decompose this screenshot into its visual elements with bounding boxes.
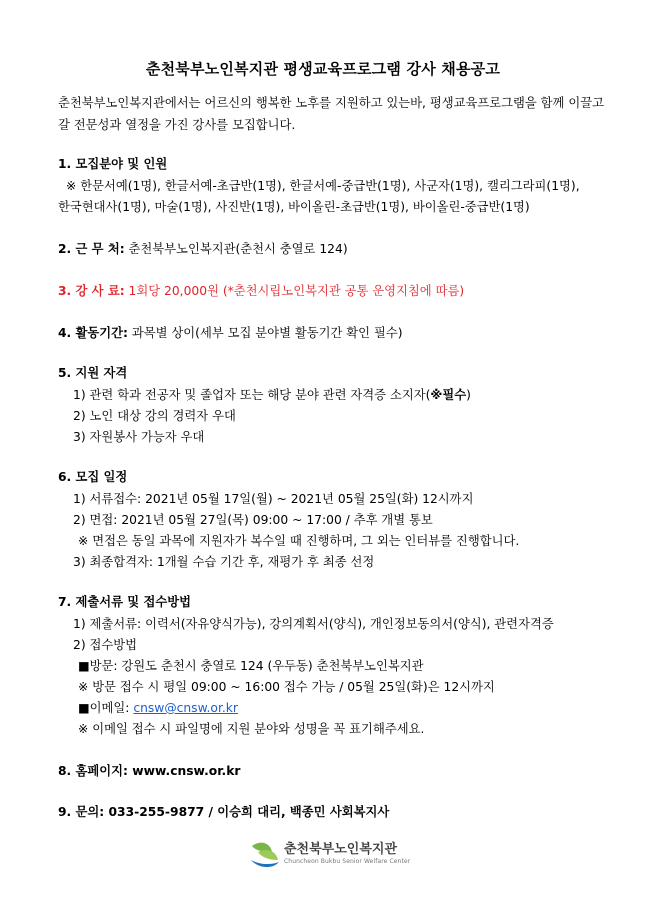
section-3-heading: 3. 강 사 료: — [58, 284, 125, 298]
section-5-item-3: 3) 자원봉사 가능자 우대 — [73, 430, 205, 444]
section-5-item-2: 2) 노인 대상 강의 경력자 우대 — [73, 409, 236, 423]
section-7-visit: ■방문: 강원도 춘천시 충열로 124 (우두동) 춘천북부노인복지관 — [78, 659, 424, 673]
section-6-item-1: 1) 서류접수: 2021년 05월 17일(월) ~ 2021년 05월 25일(화) 12시까지 — [73, 492, 474, 506]
logo-subtitle: Chuncheon Bukbu Senior Welfare Center — [284, 858, 411, 865]
center-logo — [248, 836, 438, 876]
section-6-item-2: 2) 면접: 2021년 05월 27일(목) 09:00 ~ 17:00 / 추후 개별 통보 — [73, 513, 433, 527]
section-6-heading: 6. 모집 일정 — [58, 470, 128, 484]
section-5-item-1-text: 1) 관련 학과 전공자 및 졸업자 또는 해당 분야 관련 자격증 소지자( — [73, 388, 431, 402]
section-6-item-3: 3) 최종합격자: 1개월 수습 기간 후, 재평가 후 최종 선정 — [73, 555, 375, 569]
section-7-visit-note: ※ 방문 접수 시 평일 09:00 ~ 16:00 접수 가능 / 05월 25일(화)은 12시까지 — [78, 680, 495, 694]
section-2-text: 춘천북부노인복지관(춘천시 충열로 124) — [128, 242, 348, 256]
section-5-heading: 5. 지원 자격 — [58, 366, 128, 380]
section-2-heading: 2. 근 무 처: — [58, 242, 125, 256]
section-7-email — [78, 699, 238, 717]
section-1-line-2: 한국현대사(1명), 마술(1명), 사진반(1명), 바이올린-초급반(1명), 바이올린-중급반(1명) — [58, 200, 530, 214]
section-4-heading: 4. 활동기간: — [58, 326, 128, 340]
section-4 — [58, 324, 403, 342]
section-1-line-1: ※ 한문서예(1명), 한글서예-초급반(1명), 한글서예-중급반(1명), 사군자(1명), 캘리그라피(1명), — [66, 179, 580, 193]
logo-name: 춘천북부노인복지관 — [284, 842, 398, 857]
section-7-email-label: ■이메일: — [78, 701, 134, 715]
section-5-item-1-required: ※필수 — [430, 388, 467, 402]
section-1-heading: 1. 모집분야 및 인원 — [58, 157, 168, 171]
document-title: 춘천북부노인복지관 평생교육프로그램 강사 채용공고 — [145, 60, 501, 78]
section-6-note: ※ 면접은 동일 과목에 지원자가 복수일 때 진행하며, 그 외는 인터뷰를 진행합니다. — [78, 534, 520, 548]
section-3-text: 1회당 20,000원 (*춘천시립노인복지관 공통 운영지침에 따름) — [128, 284, 465, 298]
logo-mark-icon — [248, 838, 282, 872]
section-7-item-2: 2) 접수방법 — [73, 638, 138, 652]
section-2 — [58, 240, 348, 258]
section-9-contact: 9. 문의: 033-255-9877 / 이승희 대리, 백종민 사회복지사 — [58, 805, 390, 819]
section-3 — [58, 282, 464, 300]
intro-paragraph: 춘천북부노인복지관에서는 어르신의 행복한 노후를 지원하고 있는바, 평생교육프로그램을 함께 이끌고 갈 전문성과 열정을 가진 강사를 모집합니다. — [58, 96, 604, 132]
section-5-item-1-end: ) — [466, 388, 471, 402]
email-link[interactable]: cnsw@cnsw.or.kr — [133, 701, 238, 715]
section-8-homepage: 8. 홈페이지: www.cnsw.or.kr — [58, 764, 241, 778]
section-7-email-note: ※ 이메일 접수 시 파일명에 지원 분야와 성명을 꼭 표기해주세요. — [78, 722, 425, 736]
section-5-item-1 — [73, 386, 471, 404]
section-7-heading: 7. 제출서류 및 접수방법 — [58, 595, 191, 609]
section-4-text: 과목별 상이(세부 모집 분야별 활동기간 확인 필수) — [131, 326, 403, 340]
section-7-item-1: 1) 제출서류: 이력서(자유양식가능), 강의계획서(양식), 개인정보동의서(양식), 관련자격증 — [73, 617, 554, 631]
